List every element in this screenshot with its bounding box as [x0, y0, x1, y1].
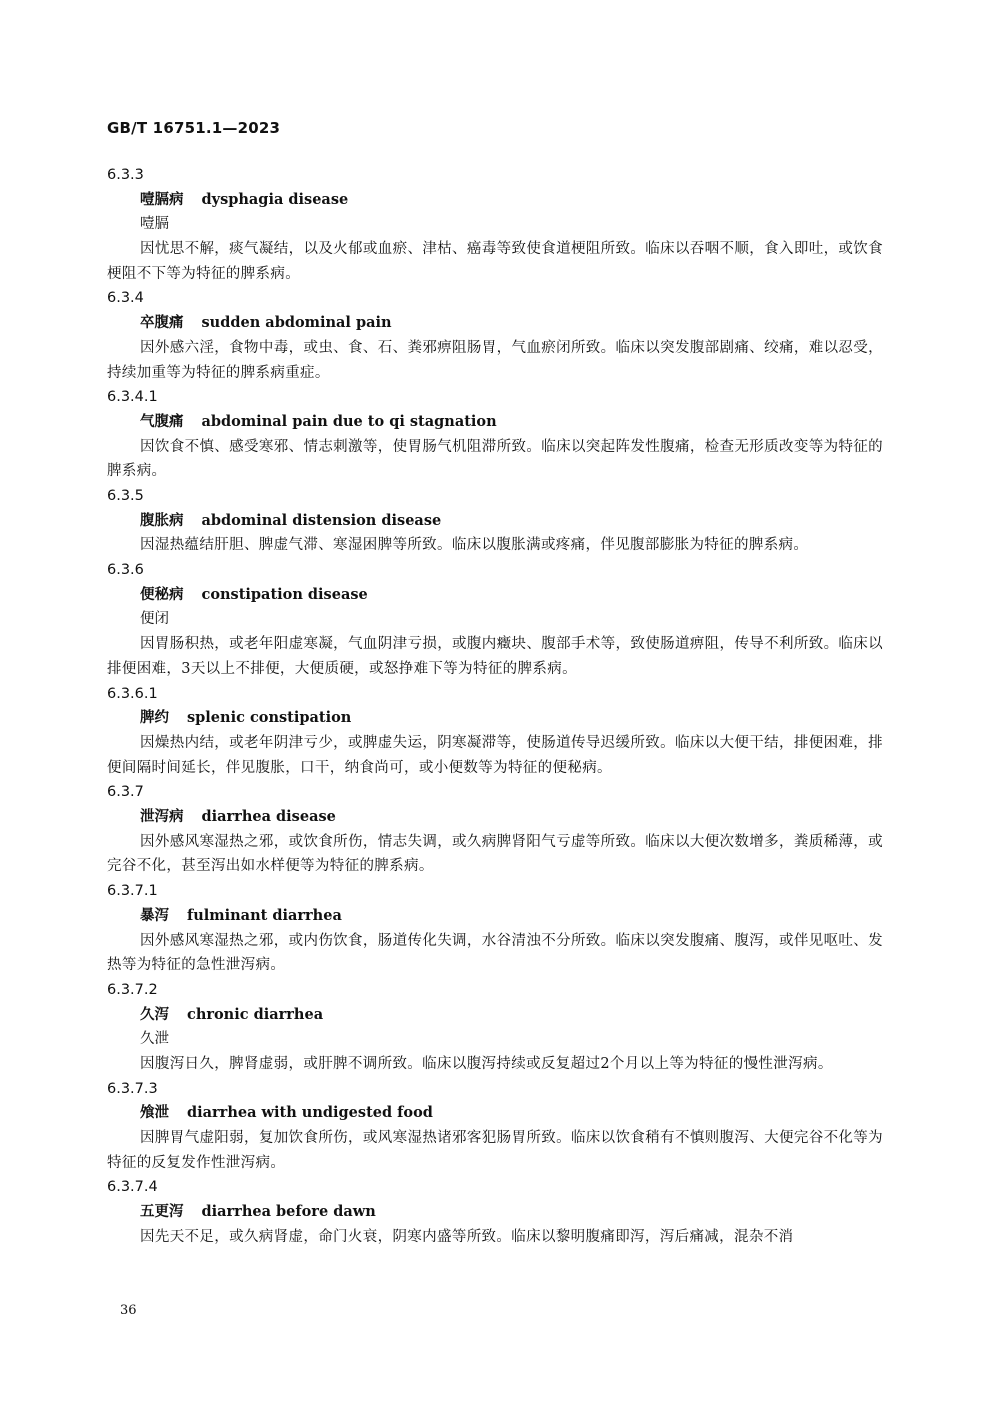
term-entry [107, 879, 883, 978]
term-entry [107, 385, 883, 484]
entry-definition: 因外感六淫，食物中毒，或虫、食、石、粪邪痹阻肠胃，气血瘀闭所致。临床以突发腹部剧痛、绞痛，难以忍受，持续加重等为特征的脾系病重症。 [107, 339, 883, 381]
term-english: constipation disease [201, 585, 368, 603]
entry-number: 6.3.4 [107, 290, 144, 307]
term-english: diarrhea disease [201, 808, 336, 826]
page-number: 36 [120, 1303, 137, 1318]
term-entry [107, 558, 883, 681]
entry-term [107, 1101, 883, 1126]
entry-number: 6.3.7.4 [107, 1179, 158, 1196]
term-entry [107, 1077, 883, 1176]
entry-term [107, 1200, 883, 1225]
term-english: abdominal distension disease [201, 511, 442, 529]
entry-definition: 因脾胃气虚阳弱，复加饮食所伤，或风寒湿热诸邪客犯肠胃所致。临床以饮食稍有不慎则腹泻、大便完谷不化等为特征的反复发作性泄泻病。 [107, 1130, 883, 1171]
term-entry [107, 978, 883, 1077]
term-chinese: 卒腹痛 [140, 315, 184, 332]
entry-synonym: 久泄 [140, 1031, 169, 1048]
term-english: abdominal pain due to qi stagnation [201, 412, 497, 430]
entry-definition: 因胃肠积热，或老年阳虚寒凝，气血阴津亏损，或腹内癥块、腹部手术等，致使肠道痹阻，传导不利所致。临床以排便困难，3天以上不排便，大便质硬，或怒挣难下等为特征的脾系病。 [107, 636, 883, 677]
entry-definition: 因外感风寒湿热之邪，或饮食所伤，情志失调，或久病脾肾阳气亏虚等所致。临床以大便次数增多，粪质稀薄，或完谷不化，甚至泻出如水样便等为特征的脾系病。 [107, 833, 883, 875]
entry-term [107, 509, 883, 534]
term-chinese: 泄泻病 [140, 809, 184, 826]
term-chinese: 气腹痛 [140, 413, 184, 430]
entry-synonym: 便闭 [140, 611, 169, 628]
term-english: dysphagia disease [201, 190, 349, 208]
entry-number: 6.3.7.2 [107, 981, 158, 998]
entry-synonym: 噎膈 [140, 216, 169, 233]
term-chinese: 腹胀病 [140, 512, 184, 529]
term-entry [107, 682, 883, 781]
term-entry [107, 286, 883, 385]
entry-number: 6.3.6 [107, 562, 144, 579]
entry-definition: 因忧思不解，痰气凝结，以及火郁或血瘀、津枯、癌毒等致使食道梗阻所致。临床以吞咽不顺，食入即吐，或饮食梗阻不下等为特征的脾系病。 [107, 241, 883, 282]
entry-term [107, 188, 883, 213]
entry-term [107, 583, 883, 608]
entry-term [107, 1003, 883, 1028]
entry-number: 6.3.5 [107, 488, 144, 505]
entry-number: 6.3.7.1 [107, 883, 158, 900]
term-entry [107, 780, 883, 879]
term-entry [107, 163, 883, 286]
entry-definition: 因先天不足，或久病肾虚，命门火衰，阴寒内盛等所致。临床以黎明腹痛即泻，泻后痛减，混杂不消 [140, 1228, 794, 1245]
term-chinese: 噎膈病 [140, 191, 184, 208]
entry-number: 6.3.6.1 [107, 685, 158, 702]
term-english: diarrhea with undigested food [187, 1104, 433, 1122]
term-chinese: 便秘病 [140, 586, 184, 603]
term-entry [107, 1175, 883, 1249]
term-english: splenic constipation [187, 709, 352, 727]
entry-definition: 因饮食不慎、感受寒邪、情志刺激等，使胃肠气机阻滞所致。临床以突起阵发性腹痛，检查无形质改变等为特征的脾系病。 [107, 438, 883, 480]
entry-definition: 因燥热内结，或老年阴津亏少，或脾虚失运，阴寒凝滞等，使肠道传导迟缓所致。临床以大便干结，排便困难，排便间隔时间延长，伴见腹胀，口干，纳食尚可，或小便数等为特征的便秘病。 [107, 734, 883, 776]
term-chinese: 暴泻 [140, 907, 169, 924]
term-english: chronic diarrhea [187, 1005, 324, 1023]
standard-code-header: GB/T 16751.1—2023 [107, 119, 281, 137]
term-chinese: 飧泄 [140, 1105, 169, 1122]
entry-term [107, 311, 883, 336]
entry-number: 6.3.4.1 [107, 389, 158, 406]
entry-term [107, 904, 883, 929]
term-chinese: 五更泻 [140, 1204, 184, 1221]
entry-definition: 因腹泻日久，脾肾虚弱，或肝脾不调所致。临床以腹泻持续或反复超过2个月以上等为特征的慢性泄泻病。 [140, 1055, 833, 1072]
entry-number: 6.3.3 [107, 167, 144, 183]
entry-number: 6.3.7 [107, 784, 144, 801]
term-english: diarrhea before dawn [201, 1203, 376, 1221]
document-body [107, 163, 883, 1250]
term-english: fulminant diarrhea [187, 906, 342, 924]
term-entry [107, 484, 883, 558]
entry-number: 6.3.7.3 [107, 1080, 158, 1097]
entry-term [107, 410, 883, 435]
term-chinese: 脾约 [140, 710, 169, 727]
term-english: sudden abdominal pain [201, 314, 392, 332]
entry-term [107, 706, 883, 731]
entry-definition: 因湿热蕴结肝胆、脾虚气滞、寒湿困脾等所致。临床以腹胀满或疼痛，伴见腹部膨胀为特征的脾系病。 [140, 537, 809, 554]
entry-definition: 因外感风寒湿热之邪，或内伤饮食，肠道传化失调，水谷清浊不分所致。临床以突发腹痛、腹泻，或伴见呕吐、发热等为特征的急性泄泻病。 [107, 932, 883, 974]
entry-term [107, 805, 883, 830]
term-chinese: 久泻 [140, 1006, 169, 1023]
